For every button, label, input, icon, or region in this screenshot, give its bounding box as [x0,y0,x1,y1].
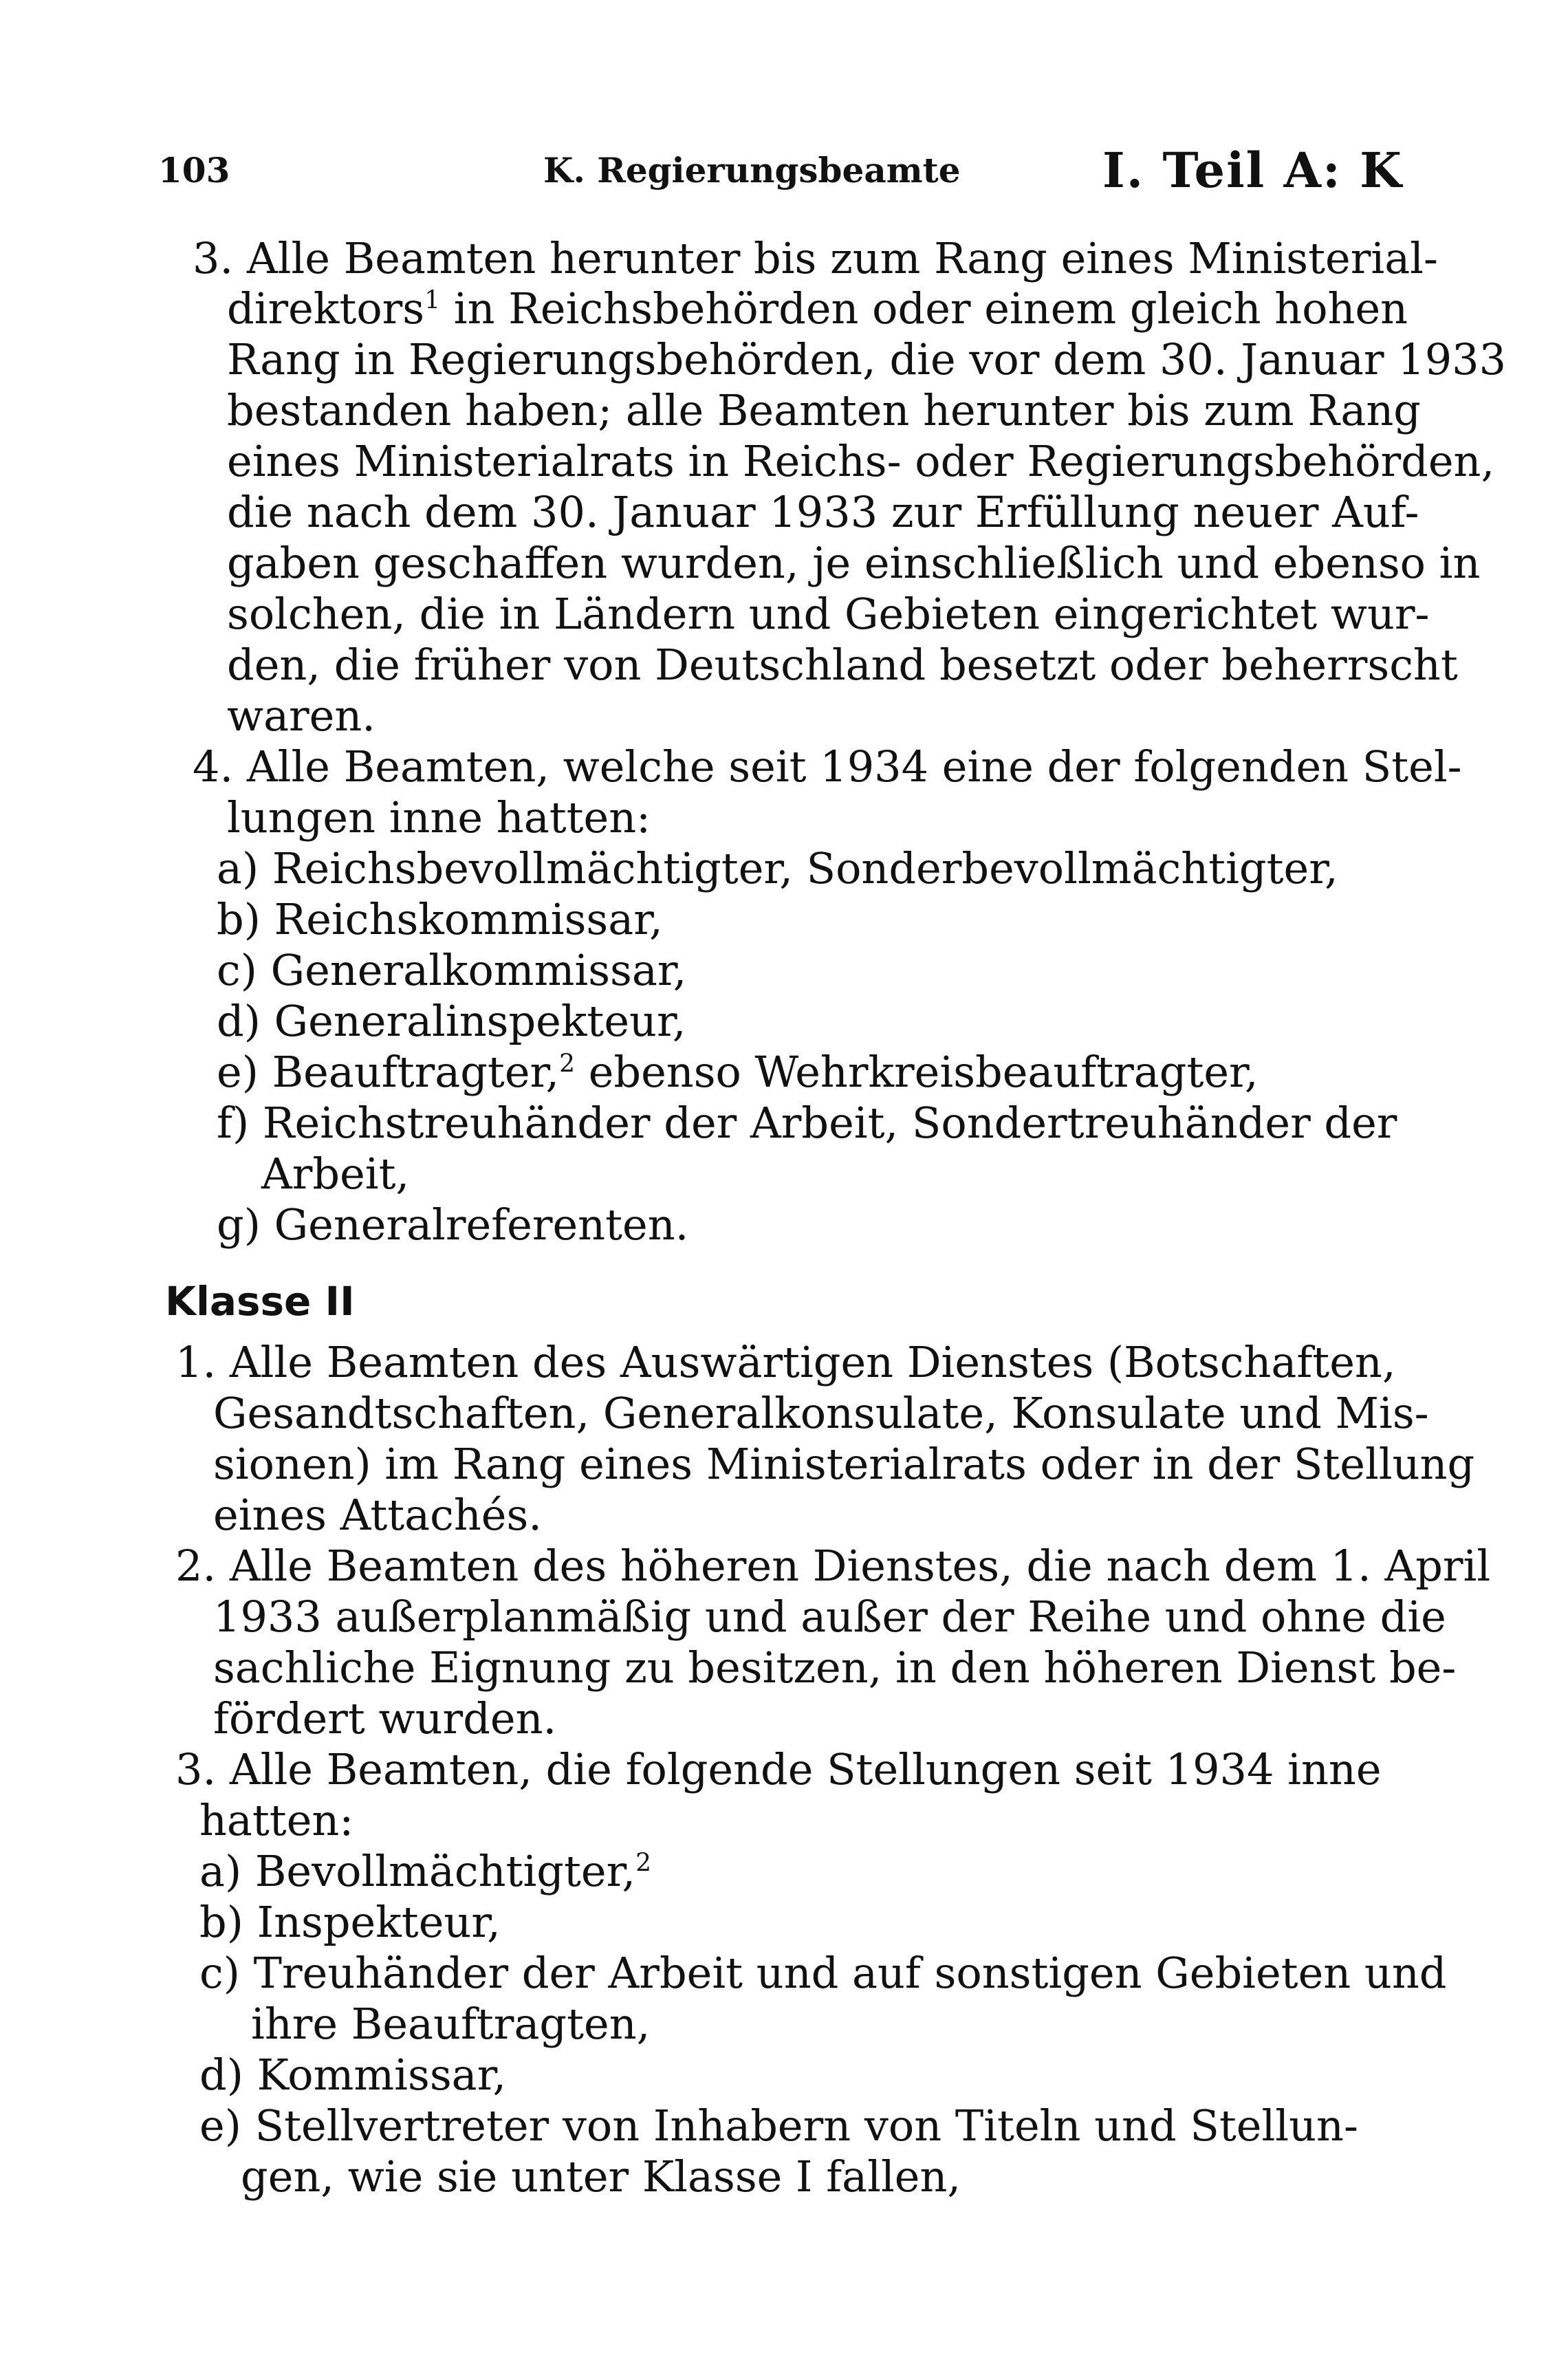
subitem-a: a) Reichsbevollmächtigter, Sonderbevollmächtigter, [217,843,1338,893]
item-4-line-1: 4. Alle Beamten, welche seit 1934 eine der folgenden Stel- [193,741,1462,792]
class2-subitem-d: d) Kommissar, [199,2050,507,2100]
page-header [158,142,1403,205]
page-number: 103 [158,150,230,191]
subitem-e: e) Beauftragter,$^2$ ebenso Wehrkreisbeauftragter, [217,1047,1259,1097]
item-3-line-5: eines Ministerialrats in Reichs- oder Regierungsbehörden, [227,436,1495,486]
class2-subitem-a: a) Bevollmächtigter,$^2$ [199,1846,652,1896]
running-title: K. Regierungsbeamte [543,150,961,191]
item-label: 4. [193,741,234,792]
class2-subitem-c-cont: ihre Beauftragten, [251,1999,651,2049]
item-3-line-9: den, die früher von Deutschland besetzt oder beherrscht [227,640,1458,690]
class2-item-3-line-2: hatten: [199,1795,354,1845]
class2-subitem-b: b) Inspekteur, [199,1897,501,1947]
class2-item-1-line-4: eines Attachés. [213,1490,543,1540]
footnote-ref: 2 [559,1050,575,1078]
item-3-line-6: die nach dem 30. Januar 1933 zur Erfüllung neuer Auf- [227,487,1419,537]
section-marker: I. Teil A: K [1102,142,1403,199]
class2-item-2-line-2: 1933 außerplanmäßig und außer der Reihe und ohne die [213,1592,1446,1642]
item-3-line-10: waren. [227,691,376,741]
subitem-c: c) Generalkommissar, [217,945,687,995]
item-3-line-3: Rang in Regierungsbehörden, die vor dem 30. Januar 1933 [227,334,1507,384]
class2-item-3-line-1: 3. Alle Beamten, die folgende Stellungen seit 1934 inne [175,1744,1382,1794]
class2-item-2-line-3: sachliche Eignung zu besitzen, in den höheren Dienst be- [213,1642,1457,1693]
footnote-ref: 2 [635,1849,652,1878]
item-label: 1. [175,1337,217,1387]
item-3-line-2: direktors$^1$ in Reichsbehörden oder einem gleich hohen [227,283,1408,334]
item-3-line-4: bestanden haben; alle Beamten herunter bis zum Rang [227,385,1421,435]
item-label: 3. [175,1744,217,1794]
item-3-line-1: 3. Alle Beamten herunter bis zum Rang eines Ministerial- [193,233,1438,283]
subitem-g: g) Generalreferenten. [217,1200,689,1250]
class2-item-1-line-1: 1. Alle Beamten des Auswärtigen Dienstes (Botschaften, [175,1337,1396,1387]
class2-item-2-line-4: fördert wurden. [213,1693,557,1744]
footnote-ref: 1 [424,286,441,315]
class2-item-2-line-1: 2. Alle Beamten des höheren Dienstes, die nach dem 1. April [175,1541,1491,1591]
subitem-d: d) Generalinspekteur, [217,996,686,1046]
class2-subitem-c: c) Treuhänder der Arbeit und auf sonstigen Gebieten und [199,1948,1447,1998]
item-4-line-2: lungen inne hatten: [227,792,651,843]
class2-subitem-e: e) Stellvertreter von Inhabern von Titeln und Stellun- [199,2101,1358,2151]
subitem-f: f) Reichstreuhänder der Arbeit, Sondertreuhänder der [217,1098,1397,1148]
subitem-f-cont: Arbeit, [261,1149,410,1199]
item-label: 3. [193,233,234,283]
subitem-b: b) Reichskommissar, [217,894,663,944]
item-3-line-7: gaben geschaffen wurden, je einschließlich und ebenso in [227,538,1481,588]
class2-item-1-line-3: sionen) im Rang eines Ministerialrats oder in der Stellung [213,1439,1475,1489]
class-heading: Klasse II [165,1278,355,1325]
class2-subitem-e-cont: gen, wie sie unter Klasse I fallen, [241,2151,961,2202]
item-3-line-8: solchen, die in Ländern und Gebieten eingerichtet wur- [227,589,1430,639]
class2-item-1-line-2: Gesandtschaften, Generalkonsulate, Konsulate und Mis- [213,1388,1429,1438]
item-label: 2. [175,1541,217,1591]
